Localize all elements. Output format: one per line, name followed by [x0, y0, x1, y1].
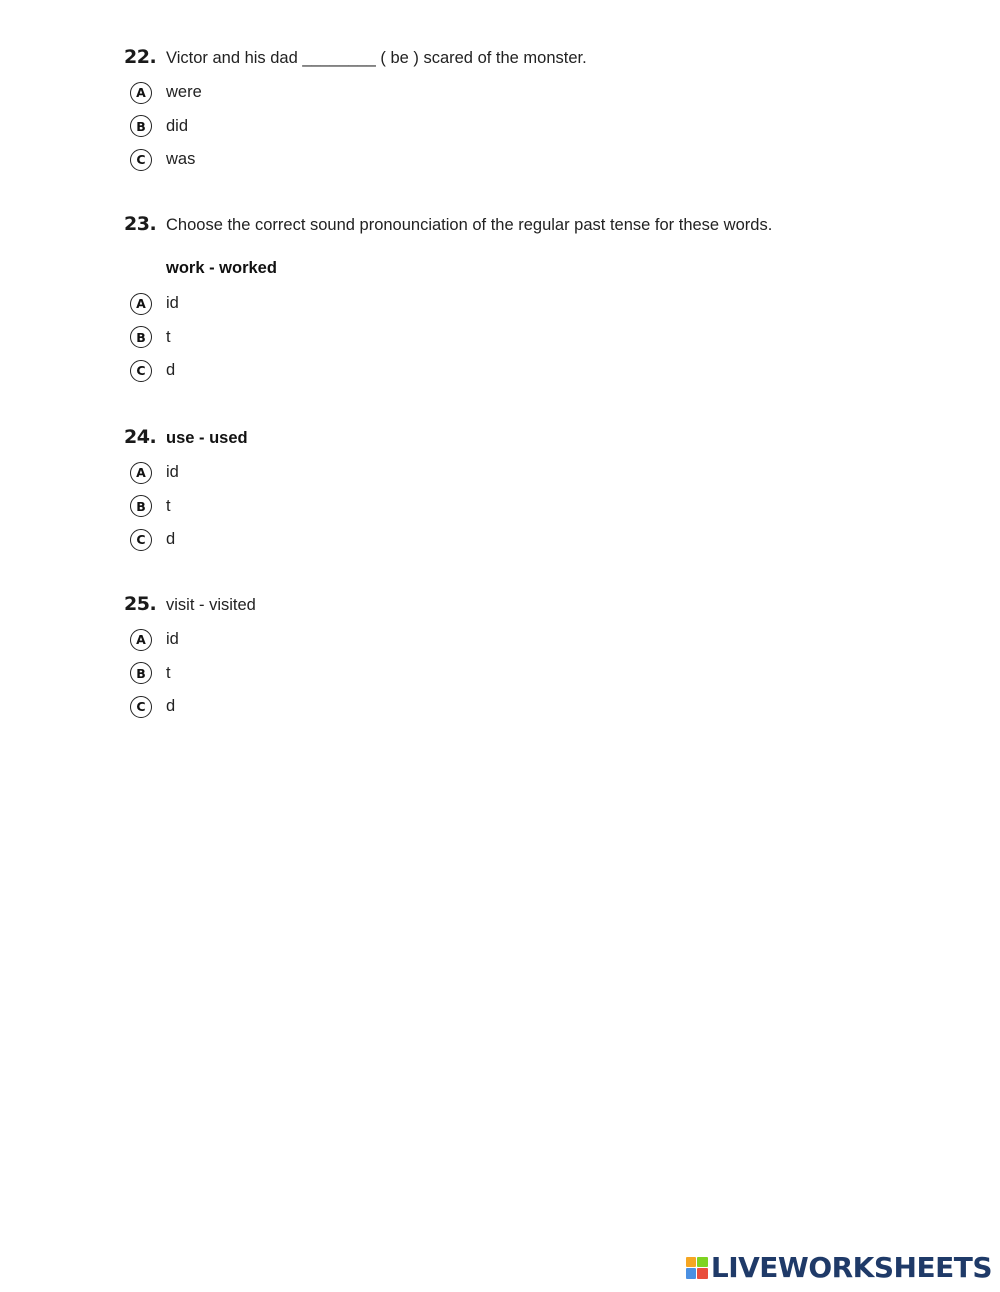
option-letter-circle[interactable]: A — [130, 462, 152, 484]
option-c[interactable] — [130, 690, 984, 724]
option-a[interactable] — [130, 76, 984, 110]
option-a[interactable] — [130, 456, 984, 490]
question-24 — [124, 426, 984, 557]
option-text: d — [166, 361, 176, 380]
question-text: visit - visited — [166, 596, 256, 614]
option-text: t — [166, 663, 171, 682]
question-subtext: work - worked — [166, 259, 277, 277]
question-number: 23. — [124, 213, 157, 235]
options-list — [124, 287, 984, 388]
option-letter-circle[interactable]: C — [130, 529, 152, 551]
option-letter-circle[interactable]: C — [130, 696, 152, 718]
option-text: were — [166, 83, 202, 102]
option-letter-circle[interactable]: C — [130, 360, 152, 382]
liveworksheets-brand — [686, 1251, 992, 1284]
option-b[interactable] — [130, 321, 984, 355]
liveworksheets-logo-icon — [686, 1257, 708, 1279]
option-b[interactable] — [130, 657, 984, 691]
option-letter-circle[interactable]: C — [130, 149, 152, 171]
question-text: Victor and his dad ________ ( be ) scared of the monster. — [166, 49, 587, 67]
option-text: d — [166, 697, 176, 716]
option-b[interactable] — [130, 110, 984, 144]
question-header — [124, 426, 984, 452]
option-text: d — [166, 530, 176, 549]
option-text: did — [166, 116, 189, 135]
question-23 — [124, 213, 984, 388]
option-c[interactable] — [130, 354, 984, 388]
question-text: Choose the correct sound pronounciation of the regular past tense for these words. — [166, 216, 773, 234]
option-text: id — [166, 463, 179, 482]
question-number: 25. — [124, 593, 157, 615]
option-text: t — [166, 496, 171, 515]
option-letter-circle[interactable]: A — [130, 293, 152, 315]
options-list — [124, 623, 984, 724]
question-number: 22. — [124, 46, 157, 68]
question-header — [124, 593, 984, 619]
option-text: id — [166, 630, 179, 649]
option-text: id — [166, 294, 179, 313]
question-header — [124, 213, 984, 239]
option-text: was — [166, 150, 196, 169]
question-25 — [124, 593, 984, 724]
option-a[interactable] — [130, 287, 984, 321]
question-header — [124, 46, 984, 72]
question-number: 24. — [124, 426, 157, 448]
option-letter-circle[interactable]: B — [130, 326, 152, 348]
options-list — [124, 76, 984, 177]
option-letter-circle[interactable]: B — [130, 662, 152, 684]
option-c[interactable] — [130, 523, 984, 557]
question-22 — [124, 46, 984, 177]
option-a[interactable] — [130, 623, 984, 657]
option-letter-circle[interactable]: A — [130, 629, 152, 651]
option-letter-circle[interactable]: A — [130, 82, 152, 104]
options-list — [124, 456, 984, 557]
option-c[interactable] — [130, 143, 984, 177]
option-letter-circle[interactable]: B — [130, 495, 152, 517]
option-b[interactable] — [130, 490, 984, 524]
option-text: t — [166, 327, 171, 346]
brand-name: LIVEWORKSHEETS — [710, 1251, 992, 1284]
option-letter-circle[interactable]: B — [130, 115, 152, 137]
question-text: use - used — [166, 429, 248, 447]
